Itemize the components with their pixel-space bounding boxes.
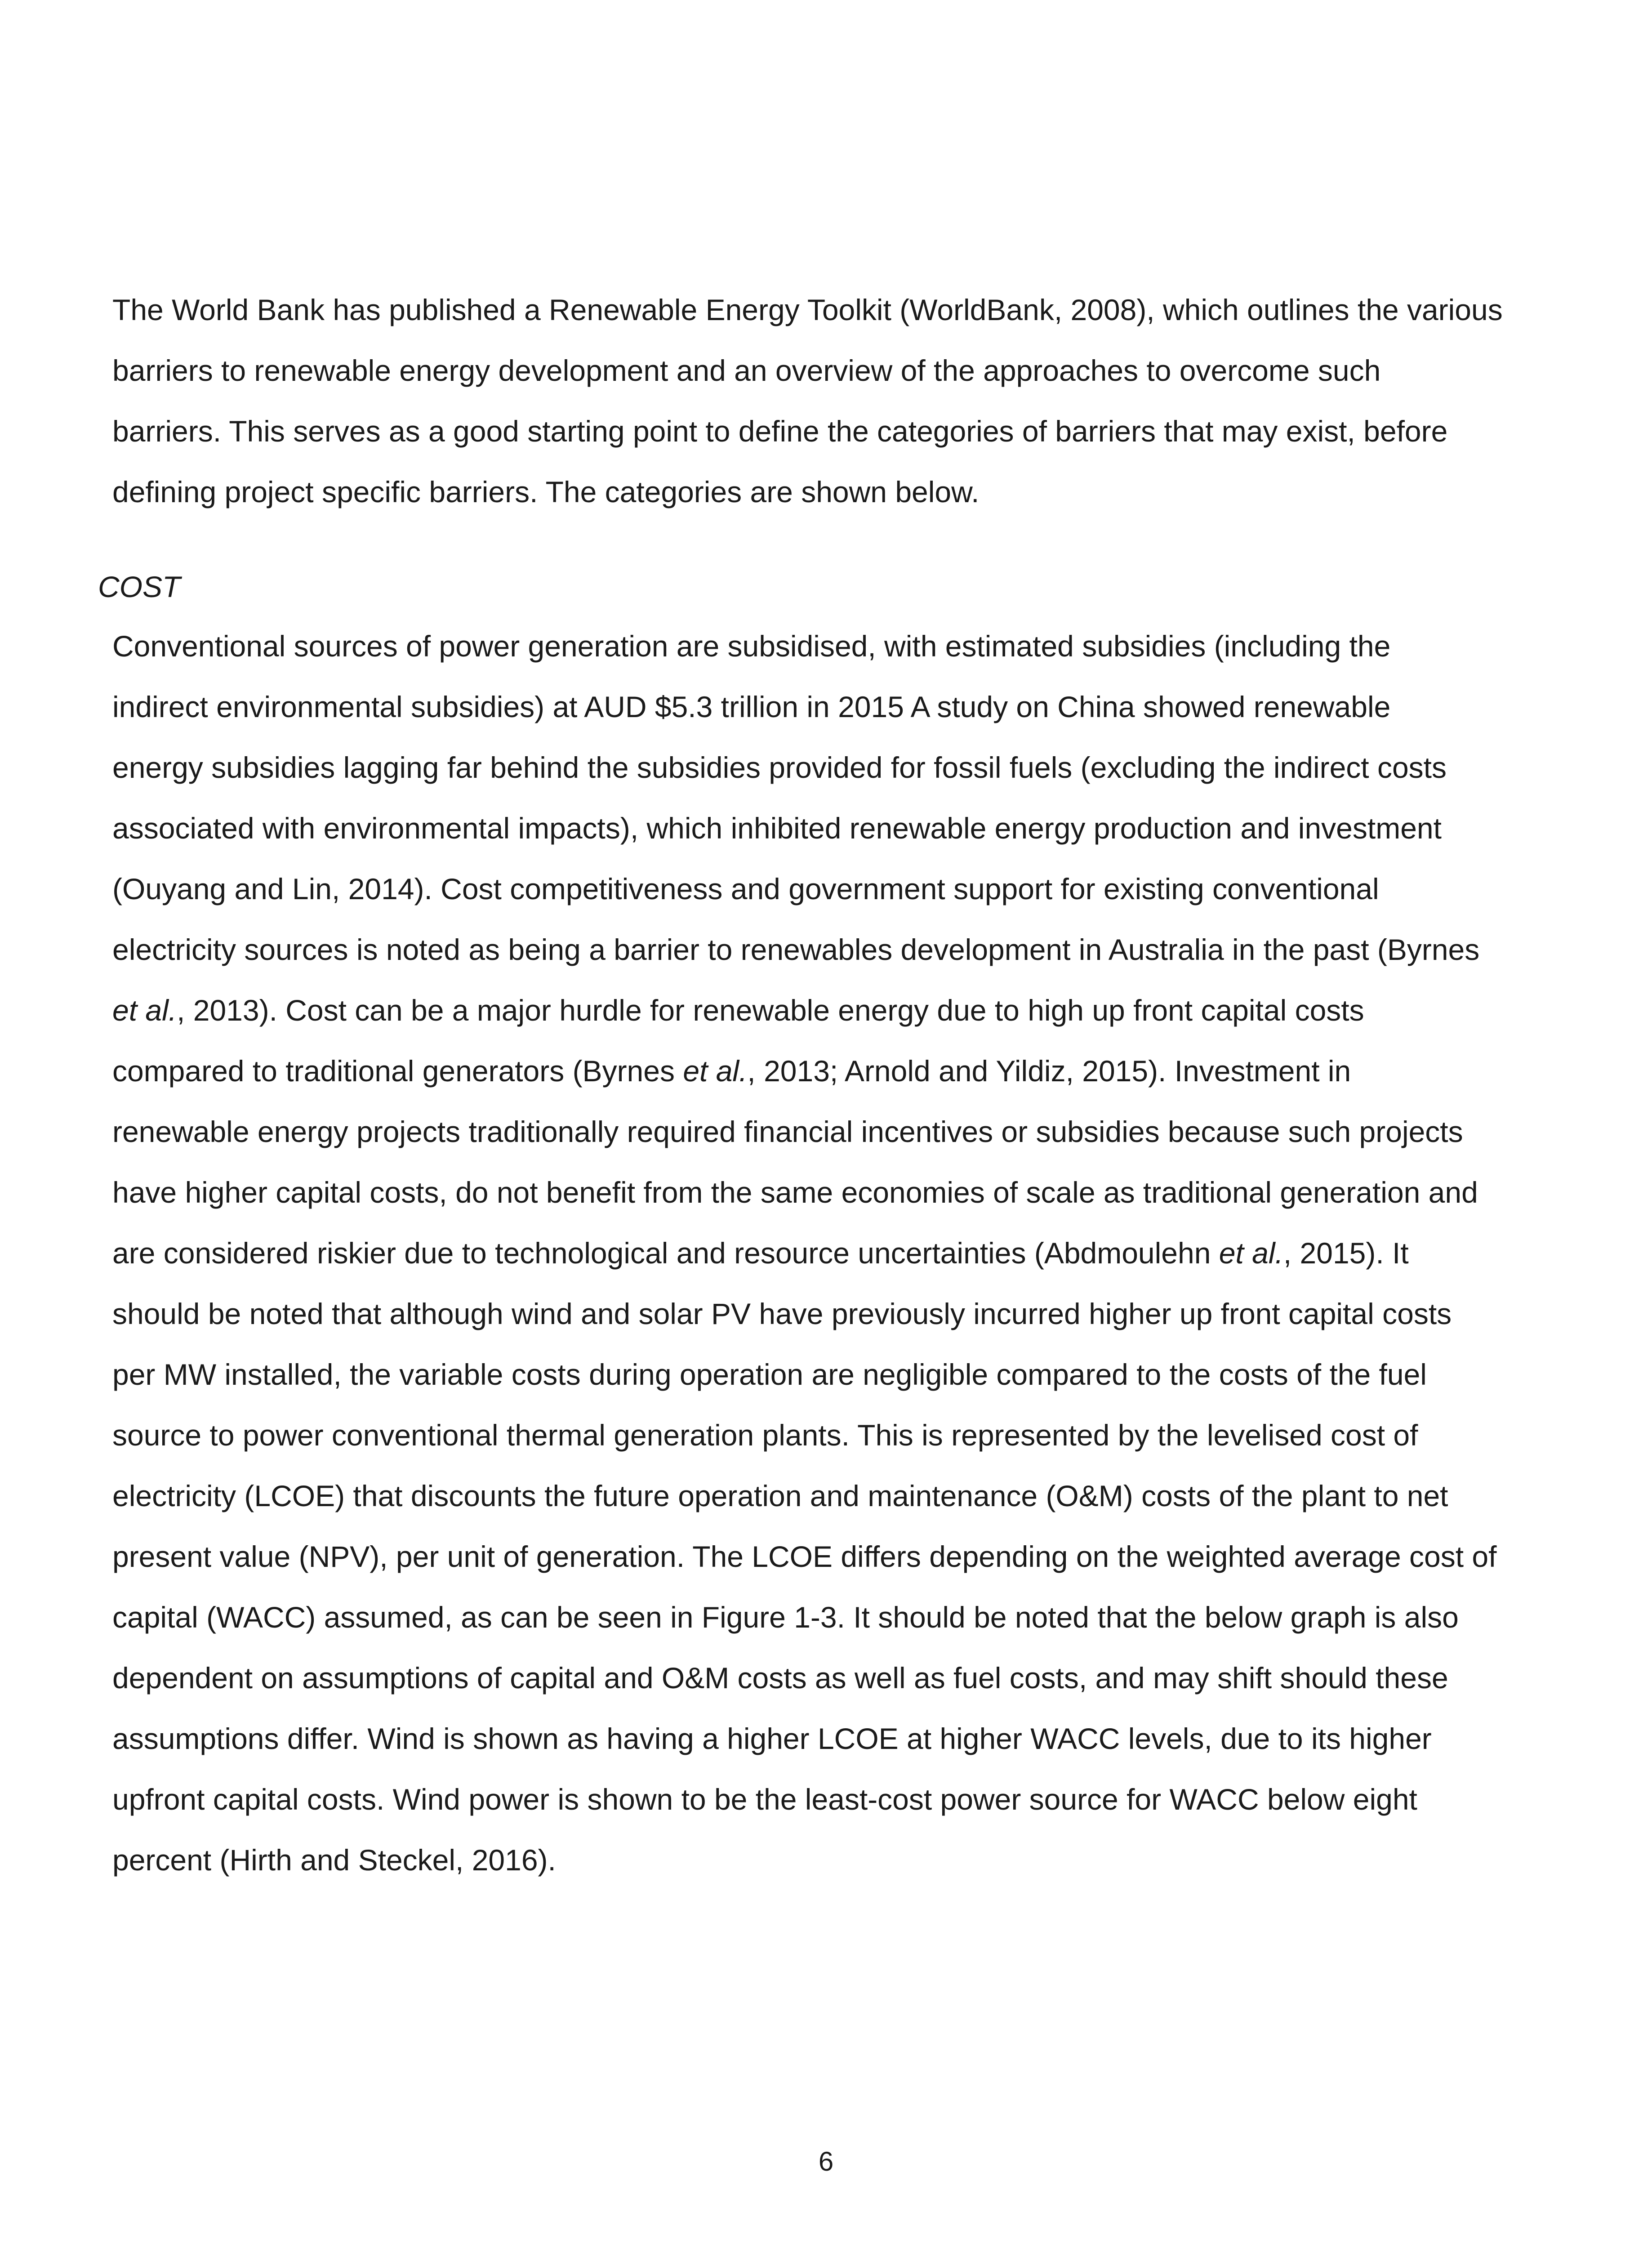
citation-italic: et al. bbox=[112, 994, 177, 1027]
text-line: should be noted that although wind and solar PV have previously incurred higher up front capital costs bbox=[112, 1297, 1452, 1330]
text-line: upfront capital costs. Wind power is shown to be the least-cost power source for WACC below eight bbox=[112, 1783, 1417, 1816]
text-line: et al., 2013). Cost can be a major hurdle for renewable energy due to high up front capital costs bbox=[112, 994, 1364, 1027]
citation-italic: et al. bbox=[1219, 1236, 1283, 1270]
intro-paragraph bbox=[112, 280, 1542, 522]
text-line: assumptions differ. Wind is shown as having a higher LCOE at higher WACC levels, due to its higher bbox=[112, 1722, 1432, 1755]
text-line: per MW installed, the variable costs during operation are negligible compared to the costs of the fuel bbox=[112, 1358, 1427, 1391]
text-line: (Ouyang and Lin, 2014). Cost competitiveness and government support for existing conventional bbox=[112, 872, 1379, 905]
text-line: barriers. This serves as a good starting point to define the categories of barriers that may exist, before bbox=[112, 415, 1448, 448]
text-line: renewable energy projects traditionally required financial incentives or subsidies because such projects bbox=[112, 1115, 1463, 1148]
text-line: electricity sources is noted as being a barrier to renewables development in Australia in the past (Byrnes bbox=[112, 933, 1480, 966]
text-line: electricity (LCOE) that discounts the future operation and maintenance (O&M) costs of the plant to net bbox=[112, 1479, 1448, 1512]
text-line: barriers to renewable energy development and an overview of the approaches to overcome such bbox=[112, 354, 1381, 387]
text-line: have higher capital costs, do not benefit from the same economies of scale as traditional generation and bbox=[112, 1176, 1478, 1209]
text-line: Conventional sources of power generation are subsidised, with estimated subsidies (including the bbox=[112, 629, 1391, 663]
text-line: dependent on assumptions of capital and O&M costs as well as fuel costs, and may shift should these bbox=[112, 1661, 1448, 1695]
text-line: present value (NPV), per unit of generation. The LCOE differs depending on the weighted average cost of bbox=[112, 1540, 1497, 1573]
citation-italic: et al. bbox=[683, 1054, 748, 1088]
text-line: are considered riskier due to technological and resource uncertainties (Abdmoulehn et al., 2015). It bbox=[112, 1236, 1409, 1270]
section-heading: COST bbox=[98, 570, 181, 603]
cost-paragraph bbox=[112, 616, 1542, 1891]
text-line: capital (WACC) assumed, as can be seen in Figure 1-3. It should be noted that the below graph is also bbox=[112, 1601, 1459, 1634]
text-line: The World Bank has published a Renewable Energy Toolkit (WorldBank, 2008), which outlines the various bbox=[112, 293, 1503, 326]
text-line: associated with environmental impacts), which inhibited renewable energy production and investment bbox=[112, 812, 1442, 845]
text-line: source to power conventional thermal generation plants. This is represented by the levelised cost of bbox=[112, 1418, 1418, 1452]
text-line: compared to traditional generators (Byrnes et al., 2013; Arnold and Yildiz, 2015). Investment in bbox=[112, 1054, 1351, 1088]
text-line: percent (Hirth and Steckel, 2016). bbox=[112, 1843, 556, 1877]
page-number: 6 bbox=[818, 2146, 834, 2177]
text-line: indirect environmental subsidies) at AUD $5.3 trillion in 2015 A study on China showed renewable bbox=[112, 690, 1391, 723]
text-line: defining project specific barriers. The categories are shown below. bbox=[112, 475, 980, 508]
text-line: energy subsidies lagging far behind the subsidies provided for fossil fuels (excluding the indirect costs bbox=[112, 751, 1447, 784]
